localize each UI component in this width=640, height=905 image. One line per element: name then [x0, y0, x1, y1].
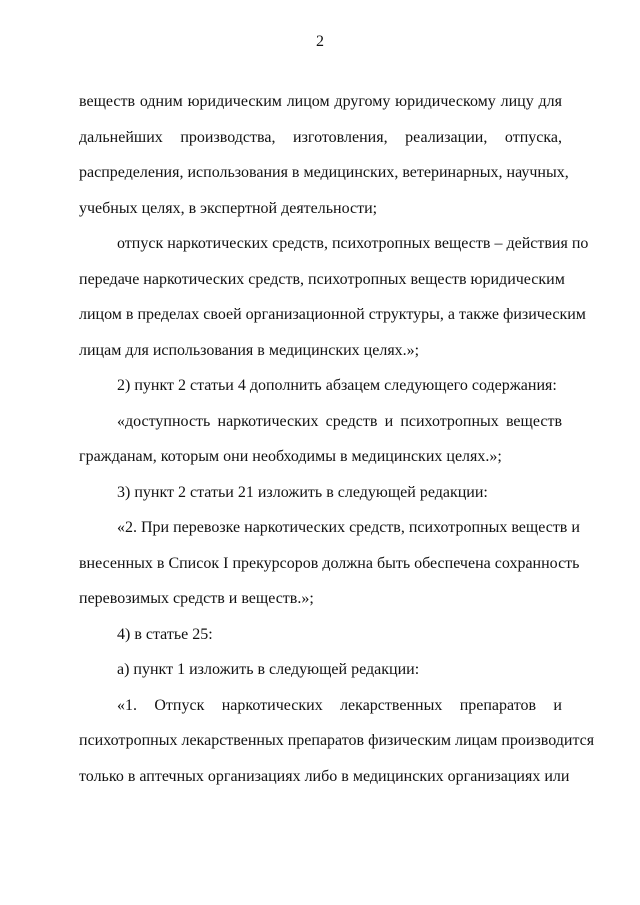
text-line: 3) пункт 2 статьи 21 изложить в следующей редакции:	[117, 483, 488, 501]
text-line: «1. Отпуск наркотических лекарственных препаратов и	[117, 696, 562, 714]
text-line: «доступность наркотических средств и психотропных веществ	[117, 412, 562, 430]
text-line: 2) пункт 2 статьи 4 дополнить абзацем следующего содержания:	[117, 377, 557, 394]
text-line: передаче наркотических средств, психотропных веществ юридическим	[79, 270, 565, 288]
page-number: 2	[316, 33, 324, 50]
text-line: 4) в статье 25:	[117, 625, 213, 643]
text-line: веществ одним юридическим лицом другому юридическому лицу для	[79, 93, 562, 110]
text-line: лицам для использования в медицинских целях.»;	[79, 341, 420, 359]
text-line: психотропных лекарственных препаратов физическим лицам производится	[79, 732, 595, 749]
text-line: «2. При перевозке наркотических средств, психотропных веществ и	[117, 519, 580, 536]
text-line: гражданам, которым они необходимы в медицинских целях.»;	[79, 448, 502, 465]
text-line: распределения, использования в медицинских, ветеринарных, научных,	[79, 164, 569, 181]
text-line: отпуск наркотических средств, психотропных веществ – действия по	[117, 235, 589, 252]
text-line: а) пункт 1 изложить в следующей редакции:	[117, 661, 420, 678]
text-line: перевозимых средств и веществ.»;	[79, 590, 314, 607]
text-line: дальнейших производства, изготовления, реализации, отпуска,	[79, 128, 562, 146]
text-line: внесенных в Список I прекурсоров должна быть обеспечена сохранность	[79, 554, 580, 572]
text-line: учебных целях, в экспертной деятельности;	[79, 199, 378, 217]
text-line: только в аптечных организациях либо в медицинских организациях или	[79, 767, 570, 785]
document-body	[79, 84, 595, 794]
text-line: лицом в пределах своей организационной структуры, а также физическим	[79, 306, 586, 323]
